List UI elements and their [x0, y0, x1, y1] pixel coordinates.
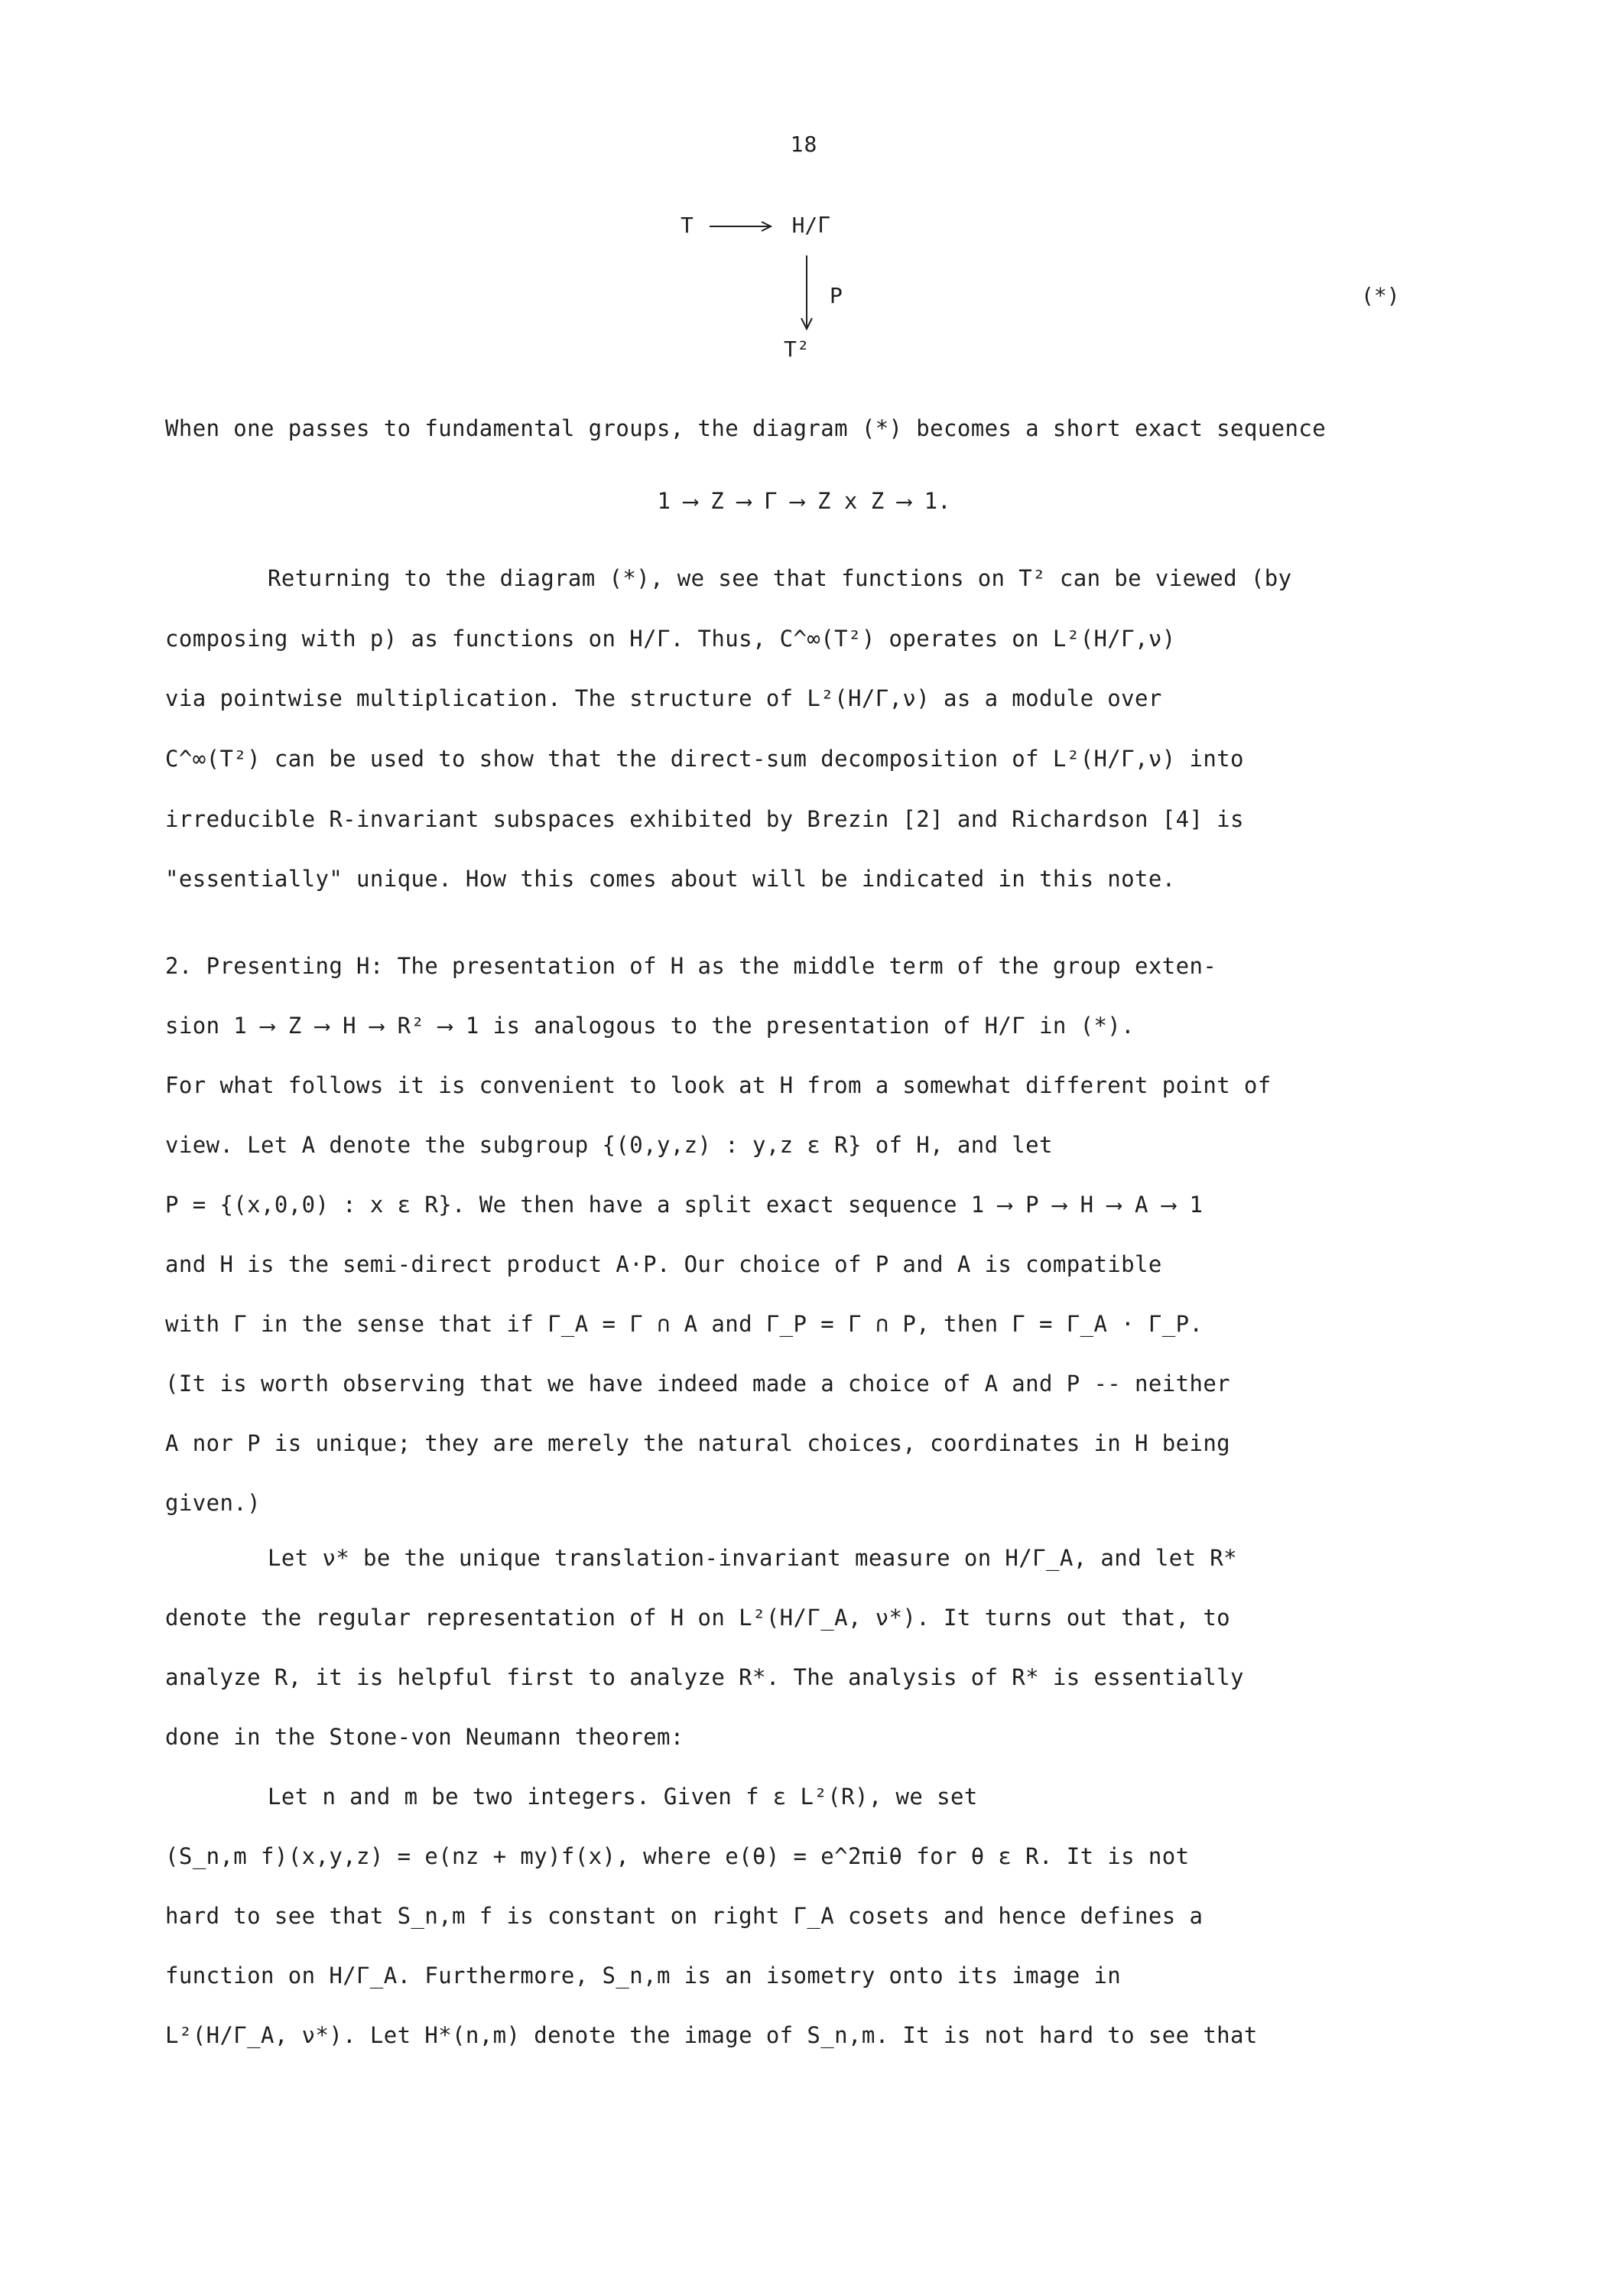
diagram-tag: (*)	[1361, 283, 1400, 308]
text-line: When one passes to fundamental groups, the diagram (*) becomes a short exact sequence	[165, 415, 1327, 441]
diagram-top-row	[681, 213, 830, 238]
diagram-bottom: T²	[784, 337, 810, 362]
text-line: hard to see that S_n,m f is constant on right Γ_A cosets and hence defines a	[165, 1903, 1204, 1929]
text-line: "essentially" unique. How this comes about will be indicated in this note.	[165, 866, 1176, 892]
diagram-top-left: T	[681, 213, 694, 238]
diagram-map-label: P	[830, 283, 843, 308]
text-line: A nor P is unique; they are merely the natural choices, coordinates in H being	[165, 1430, 1231, 1456]
text-line: with Γ in the sense that if Γ_A = Γ ∩ A and Γ_P = Γ ∩ P, then Γ = Γ_A · Γ_P.	[165, 1311, 1204, 1337]
commutative-diagram	[673, 213, 918, 366]
text-line: Let ν* be the unique translation-invariant measure on H/Γ_A, and let R*	[268, 1545, 1238, 1571]
down-arrow-icon	[795, 252, 818, 342]
text-line: P = {(x,0,0) : x ε R}. We then have a split exact sequence 1 ⟶ P ⟶ H ⟶ A ⟶ 1	[165, 1192, 1204, 1218]
text-line: irreducible R-invariant subspaces exhibited by Brezin [2] and Richardson [4] is	[165, 806, 1244, 832]
section-heading-line: 2. Presenting H: The presentation of H as the middle term of the group exten-	[165, 953, 1217, 979]
text-line: done in the Stone-von Neumann theorem:	[165, 1724, 684, 1750]
text-line: composing with p) as functions on H/Γ. Thus, C^∞(T²) operates on L²(H/Γ,ν)	[165, 626, 1176, 652]
text-line: sion 1 ⟶ Z ⟶ H ⟶ R² ⟶ 1 is analogous to the presentation of H/Γ in (*).	[165, 1013, 1135, 1039]
text-line: via pointwise multiplication. The structure of L²(H/Γ,ν) as a module over	[165, 685, 1162, 711]
diagram-top-right: H/Γ	[791, 213, 831, 238]
text-line: given.)	[165, 1490, 262, 1516]
text-line: and H is the semi-direct product A·P. Our choice of P and A is compatible	[165, 1251, 1162, 1277]
text-line: C^∞(T²) can be used to show that the direct-sum decomposition of L²(H/Γ,ν) into	[165, 746, 1244, 772]
right-arrow-icon	[707, 220, 779, 233]
text-line: (It is worth observing that we have indeed made a choice of A and P -- neither	[165, 1371, 1231, 1397]
exact-sequence: 1 ⟶ Z ⟶ Γ ⟶ Z x Z ⟶ 1.	[657, 488, 951, 514]
text-line: (S_n,m f)(x,y,z) = e(nz + my)f(x), where e(θ) = e^2πiθ for θ ε R. It is not	[165, 1843, 1190, 1869]
page-number: 18	[790, 132, 818, 157]
text-line: view. Let A denote the subgroup {(0,y,z) : y,z ε R} of H, and let	[165, 1132, 1053, 1158]
text-line: denote the regular representation of H on L²(H/Γ_A, ν*). It turns out that, to	[165, 1605, 1231, 1631]
text-line: Let n and m be two integers. Given f ε L²(R), we set	[268, 1784, 978, 1810]
text-line: L²(H/Γ_A, ν*). Let H*(n,m) denote the image of S_n,m. It is not hard to see that	[165, 2022, 1258, 2048]
text-line: Returning to the diagram (*), we see that functions on T² can be viewed (by	[268, 565, 1292, 591]
text-line: analyze R, it is helpful first to analyze R*. The analysis of R* is essentially	[165, 1664, 1244, 1690]
text-line: For what follows it is convenient to look at H from a somewhat different point of	[165, 1072, 1272, 1098]
text-line: function on H/Γ_A. Furthermore, S_n,m is an isometry onto its image in	[165, 1963, 1122, 1989]
